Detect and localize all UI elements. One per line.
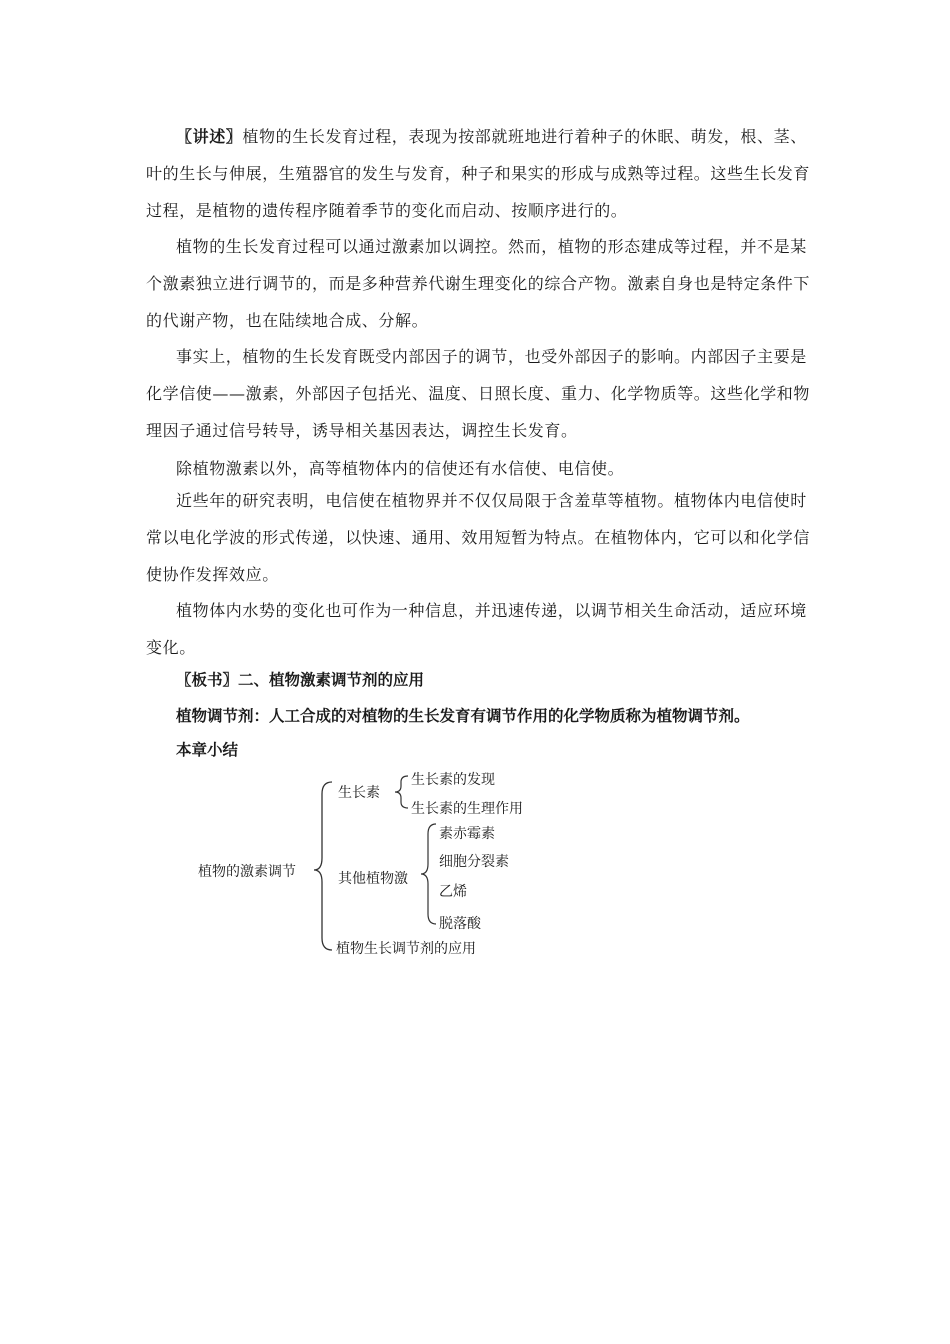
regulator-definition: 植物调节剂：人工合成的对植物的生长发育有调节作用的化学物质称为植物调节剂。 — [176, 707, 750, 725]
diagram-branch-regulator: 植物生长调节剂的应用 — [336, 941, 476, 957]
summary-title: 本章小结 — [176, 741, 239, 759]
diagram-branch-auxin: 生长素 — [338, 785, 380, 801]
paragraph-hormone-regulation: 植物的生长发育过程可以通过激素加以调控。然而，植物的形态建成等过程，并不是某个激素独立进行调节的，而是多种营养代谢生理变化的综合产物。激素自身也是特定条件下的代谢产物，也在陆续地合成、分解。 — [146, 237, 811, 330]
lecture-label: 〖讲述〗 — [176, 127, 243, 146]
diagram-abscisic-acid: 脱落酸 — [439, 916, 481, 932]
concept-map — [190, 760, 570, 970]
main-brace — [314, 782, 332, 950]
paragraph-factors: 事实上，植物的生长发育既受内部因子的调节，也受外部因子的影响。内部因子主要是化学信使——激素，外部因子包括光、温度、日照长度、重力、化学物质等。这些化学和物理因子通过信号转导，诱导相关基因表达，调控生长发育。 — [146, 347, 811, 440]
diagram-gibberellin: 素赤霉素 — [439, 826, 495, 842]
diagram-auxin-function: 生长素的生理作用 — [411, 801, 523, 817]
paragraph-text: 植物的生长发育过程，表现为按部就班地进行着种子的休眠、萌发，根、茎、叶的生长与伸展，生殖器官的发生与发育，种子和果实的形成与成熟等过程。这些生长发育过程，是植物的遗传程序随着季节的变化而启动、按顺序进行的。 — [146, 127, 811, 220]
diagram-cytokinin: 细胞分裂素 — [439, 854, 509, 870]
other-brace — [421, 824, 436, 924]
diagram-root: 植物的激素调节 — [198, 864, 296, 880]
paragraph-lecture — [146, 118, 816, 229]
board-heading: 〖板书〗二、植物激素调节剂的应用 — [176, 671, 425, 689]
diagram-branch-other: 其他植物激 — [338, 871, 408, 887]
diagram-auxin-discovery: 生长素的发现 — [411, 772, 495, 788]
paragraph-electrical-messenger: 近些年的研究表明，电信使在植物界并不仅仅局限于含羞草等植物。植物体内电信使时常以电化学波的形式传递，以快速、通用、效用短暂为特点。在植物体内，它可以和化学信使协作发挥效应。 — [146, 491, 811, 584]
paragraph-water-potential: 植物体内水势的变化也可作为一种信息，并迅速传递，以调节相关生命活动，适应环境变化。 — [146, 601, 807, 657]
auxin-brace — [395, 776, 408, 808]
paragraph-messengers: 除植物激素以外，高等植物体内的信使还有水信使、电信使。 — [176, 459, 625, 478]
diagram-ethylene: 乙烯 — [439, 884, 467, 900]
